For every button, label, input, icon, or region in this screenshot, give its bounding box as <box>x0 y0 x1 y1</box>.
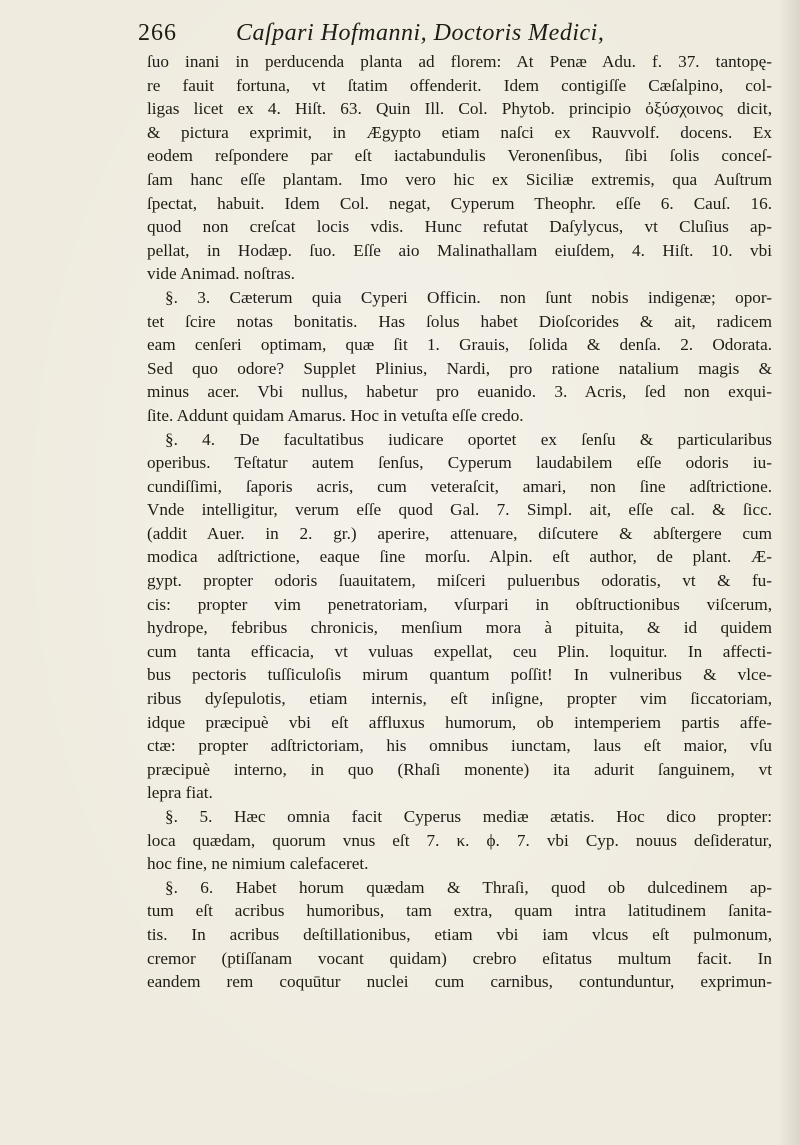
text-line: minus acer. Vbi nullus, habetur pro euanido. 3. Acris, ſed non exqui- <box>147 382 772 402</box>
text-line: bus pectoris tuſſiculoſis mirum quantum poſſit! In vulneribus & vlce- <box>147 665 772 685</box>
text-line: ſpectat, habuit. Idem Col. negat, Cyperum Theophr. eſſe 6. Cauſ. 16. <box>147 193 772 213</box>
page-header <box>138 18 758 54</box>
text-line: ſite. Addunt quidam Amarus. Hoc in vetuſta eſſe credo. <box>147 405 524 425</box>
text-line: cremor (ptiſſanam vocant quidam) crebro eſitatus multum facit. In <box>147 948 772 968</box>
text-line: eam cenſeri optimam, quæ ſit 1. Grauis, ſolida & denſa. 2. Odorata. <box>147 335 772 355</box>
text-line: loca quædam, quorum vnus eſt 7. κ. ϕ. 7. vbi Cyp. nouus deſideratur, <box>147 830 772 850</box>
text-line: operibus. Teſtatur autem ſenſus, Cyperum laudabilem eſſe odoris iu- <box>147 453 772 473</box>
text-line: gypt. propter odoris ſuauitatem, miſceri puluerıbus odoratis, vt & fu- <box>147 571 772 591</box>
text-line: §. 3. Cæterum quia Cyperi Officin. non ſunt nobis indigenæ; opor- <box>165 287 772 307</box>
text-line: re fauit fortuna, vt ſtatim offenderit. Idem contigiſſe Cæſalpino, col- <box>147 75 772 95</box>
text-line: tet ſcire notas bonitatis. Has ſolus habet Dioſcorides & ait, radicem <box>147 311 772 331</box>
text-line: hoc fine, ne nimium calefaceret. <box>147 854 369 874</box>
text-line: modica adſtrictione, eaque ſine morſu. Alpin. eſt author, de plant. Æ- <box>147 547 772 567</box>
text-line: Sed quo odore? Supplet Plinius, Nardi, pro ratione natalium magis & <box>147 358 772 378</box>
text-line: & pictura exprimit, in Ægypto etiam naſci ex Rauvvolf. docens. Ex <box>147 122 772 142</box>
body-text <box>147 50 772 994</box>
text-line: (addit Auer. in 2. gr.) aperire, attenuare, diſcutere & abſtergere cum <box>147 523 772 543</box>
text-line: quod non creſcat locis vdis. Hunc refutat Daſylycus, vt Cluſius ap- <box>147 217 772 237</box>
text-line: lepra fiat. <box>147 783 213 803</box>
text-line: idque præcipuè vbi eſt affluxus humorum, ob intemperiem partis affe- <box>147 712 772 732</box>
text-line: ribus dyſepulotis, etiam internis, eſt inſigne, propter vim ſiccatoriam, <box>147 689 772 709</box>
text-line: vide Animad. noſtras. <box>147 264 295 284</box>
text-line: ſam hanc eſſe plantam. Imo vero hic ex Siciliæ extremis, qua Auſtrum <box>147 169 772 189</box>
text-line: ctæ: propter adſtrictoriam, his omnibus iunctam, laus eſt maior, vſu <box>147 736 772 756</box>
text-line: tis. In acribus deſtillationibus, etiam vbi iam vlcus eſt pulmonum, <box>147 924 772 944</box>
page-number: 266 <box>138 20 177 46</box>
text-line: §. 4. De facultatibus iudicare oportet ex ſenſu & particularibus <box>165 429 772 449</box>
text-line: Vnde intelligitur, verum eſſe quod Gal. 7. Simpl. ait, eſſe cal. & ſicc. <box>147 500 772 520</box>
running-head: Caſpari Hofmanni, Doctoris Medici, <box>236 20 605 46</box>
page-edge-shadow <box>778 0 800 1145</box>
text-line: cis: propter vim penetratoriam, vſurpari in obſtructionibus viſcerum, <box>147 594 772 614</box>
text-line: eandem rem coquūtur nuclei cum carnibus, contunduntur, exprimun- <box>147 972 772 992</box>
text-line: eodem reſpondere par eſt iactabundulis Veronenſibus, ſibi ſolis conceſ- <box>147 146 772 166</box>
text-line: ligas licet ex 4. Hiſt. 63. Quin Ill. Col. Phytob. principio ὀξύσχοινος dicit, <box>147 99 772 119</box>
text-line: §. 6. Habet horum quædam & Thraſi, quod ob dulcedinem ap- <box>165 877 772 897</box>
text-line: cum tanta efficacia, vt vuluas expellat, ceu Plin. loquitur. In affecti- <box>147 641 772 661</box>
text-line: præcipuè interno, in quo (Rhaſi monente) ita adurit ſanguinem, vt <box>147 759 772 779</box>
text-line: ſuo inani in perducenda planta ad florem: At Penæ Adu. f. 37. tantopę- <box>147 52 772 71</box>
text-line: tum eſt acribus humoribus, tam extra, quam intra latitudinem ſanita- <box>147 901 772 921</box>
text-line: §. 5. Hæc omnia facit Cyperus mediæ ætatis. Hoc dico propter: <box>165 807 772 826</box>
text-line: cundiſſimi, ſaporis acris, cum veteraſcit, amari, non ſine adſtrictione. <box>147 476 772 496</box>
text-line: pellat, in Hodæp. ſuo. Eſſe aio Malinathallam eiuſdem, 4. Hiſt. 10. vbi <box>147 240 772 260</box>
text-line: hydrope, febribus chronicis, menſium mora à pituita, & id quidem <box>147 618 772 638</box>
